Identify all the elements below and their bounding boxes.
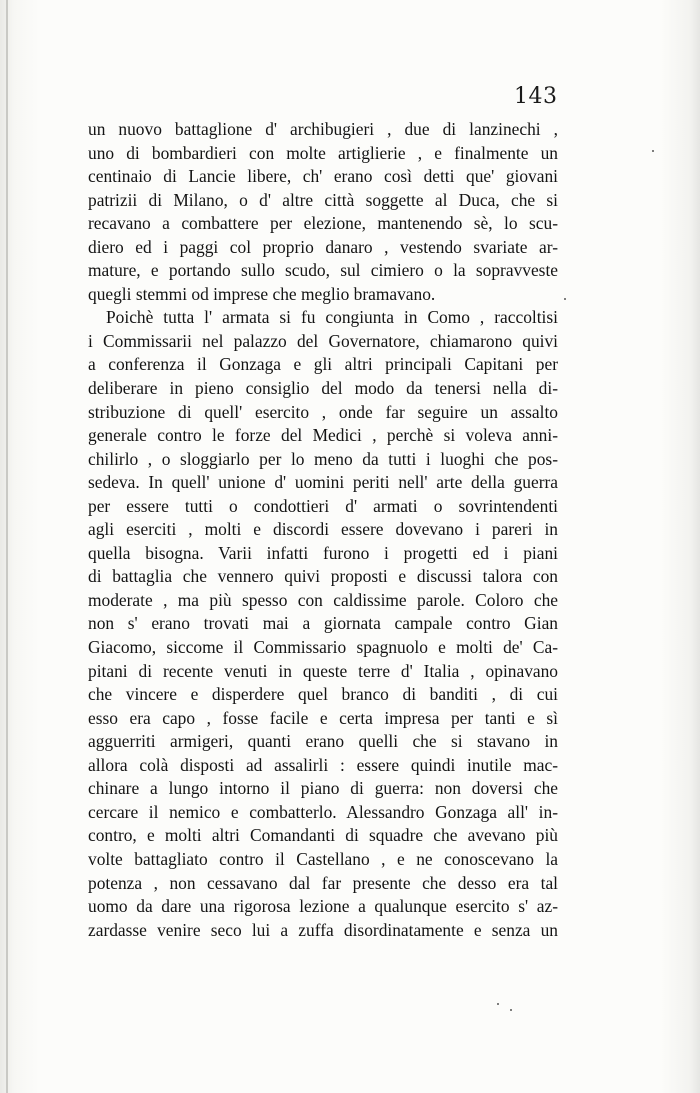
text-line: deliberare in pieno consiglio del modo da tenersi nella di- — [88, 378, 558, 399]
text-line: volte battagliato contro il Castellano , e ne conoscevano la — [88, 848, 558, 869]
text-line: contro, e molti altri Comandanti di squadre che avevano più — [88, 825, 558, 846]
text-line: per essere tutti o condottieri d' armati o sovrintendenti — [88, 495, 558, 516]
paragraph-2 — [88, 306, 558, 942]
text-line: agli eserciti , molti e discordi essere dovevano i pareri in — [88, 519, 558, 540]
paper-speck — [497, 1003, 499, 1005]
text-line: stribuzione di quell' esercito , onde far seguire un assalto — [88, 401, 558, 422]
text-line: non s' erano trovati mai a giornata campale contro Gian — [88, 613, 558, 634]
text-line: quella bisogna. Varii infatti furono i progetti ed i piani — [88, 542, 558, 563]
text-line: uomo da dare una rigorosa lezione a qualunque esercito s' az- — [88, 896, 558, 917]
text-line: agguerriti armigeri, quanti erano quelli che si stavano in — [88, 731, 558, 752]
text-line: uno di bombardieri con molte artiglierie , e finalmente un — [88, 142, 558, 163]
text-line: diero ed i paggi col proprio danaro , vestendo svariate ar- — [88, 236, 558, 257]
text-line: chilirlo , o sloggiarlo per lo meno da tutti i luoghi che pos- — [88, 448, 558, 469]
text-line: a conferenza il Gonzaga e gli altri principali Capitani per — [88, 354, 558, 375]
text-line: potenza , non cessavano dal far presente che desso era tal — [88, 872, 558, 893]
text-line: che vincere e disperdere quel branco di banditi , di cui — [88, 684, 558, 705]
text-line: zardasse venire seco lui a zuffa disordinatamente e senza un — [88, 919, 558, 940]
text-line: allora colà disposti ad assalirli : essere quindi inutile mac- — [88, 754, 558, 775]
text-line: sedeva. In quell' unione d' uomini periti nell' arte della guerra — [88, 472, 558, 493]
text-line: pitani di recente venuti in queste terre d' Italia , opinavano — [88, 660, 558, 681]
paper-speck — [652, 150, 654, 152]
text-line: patrizii di Milano, o d' altre città soggette al Duca, che si — [88, 189, 558, 210]
text-line: Giacomo, siccome il Commissario spagnuolo e molti de' Ca- — [88, 637, 558, 658]
page-gutter-edge — [6, 0, 8, 1093]
text-line: mature, e portando sullo scudo, sul cimiero o la sopravveste — [88, 260, 558, 281]
text-line: centinaio di Lancie libere, ch' erano così detti que' giovani — [88, 166, 558, 187]
text-line: Poichè tutta l' armata si fu congiunta in Como , raccoltisi — [106, 307, 558, 328]
text-line: esso era capo , fosse facile e certa impresa per tanti e sì — [88, 707, 558, 728]
text-line: un nuovo battaglione d' archibugieri , due di lanzinechi , — [88, 119, 558, 139]
paper-speck — [564, 298, 566, 300]
text-line: chinare a lungo intorno il piano di guerra: non doversi che — [88, 778, 558, 799]
page-number: 143 — [514, 84, 558, 109]
text-line: cercare il nemico e combatterlo. Alessandro Gonzaga all' in- — [88, 801, 558, 822]
paper-speck — [510, 1009, 512, 1011]
text-line: quegli stemmi od imprese che meglio bramavano. — [88, 283, 436, 304]
text-line: di battaglia che vennero quivi proposti e discussi talora con — [88, 566, 558, 587]
text-line: generale contro le forze del Medici , perchè si voleva anni- — [88, 425, 558, 446]
paragraph-1 — [88, 118, 558, 306]
text-line: moderate , ma più spesso con caldissime parole. Coloro che — [88, 589, 558, 610]
text-line: i Commissarii nel palazzo del Governatore, chiamarono quivi — [88, 330, 558, 351]
text-line: recavano a combattere per elezione, mantenendo sè, lo scu- — [88, 213, 558, 234]
body-text — [88, 118, 558, 942]
